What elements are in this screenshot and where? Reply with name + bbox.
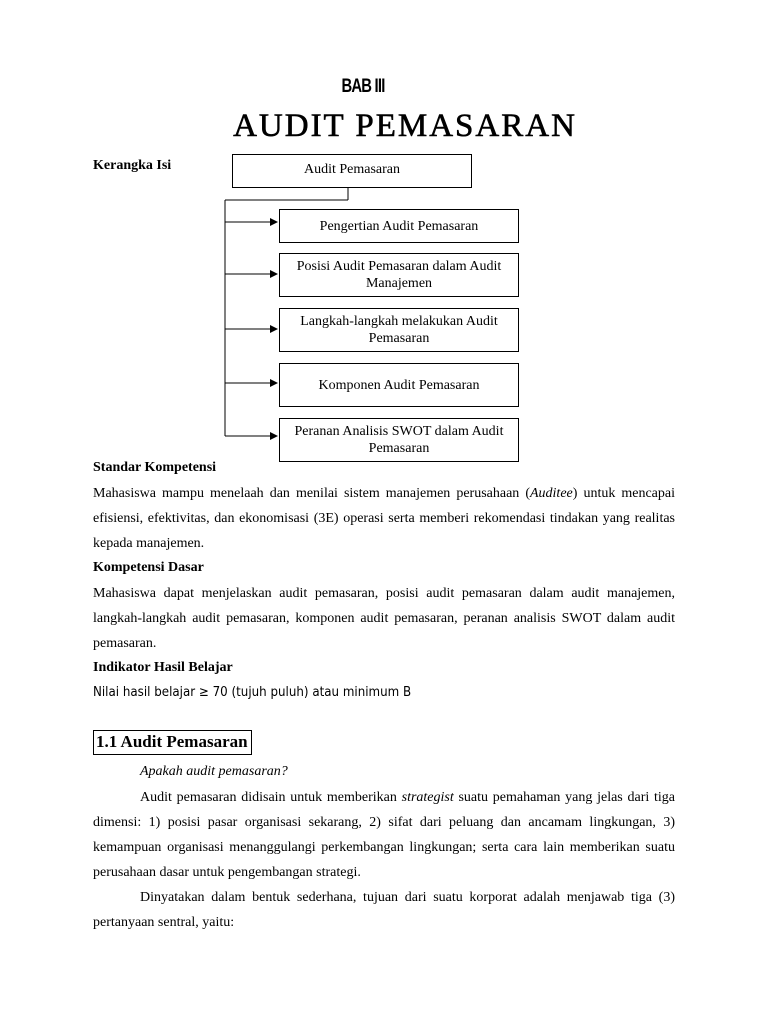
indikator-text: Nilai hasil belajar ≥ 70 (tujuh puluh) atau minimum B: [93, 684, 412, 700]
outline-item-langkah: Langkah-langkah melakukan Audit Pemasaran: [279, 308, 519, 352]
section-question: Apakah audit pemasaran?: [140, 764, 288, 779]
outline-root-box: Audit Pemasaran: [232, 154, 472, 188]
standar-kompetensi-text: [93, 481, 675, 556]
strategist-term: strategist: [401, 790, 454, 805]
section-title: 1.1 Audit Pemasaran: [93, 730, 252, 755]
outline-item-komponen: Komponen Audit Pemasaran: [279, 363, 519, 407]
chapter-title: AUDIT PEMASARAN: [233, 108, 577, 144]
standar-text-part: Mahasiswa mampu menelaah dan menilai sistem manajemen perusahaan (: [93, 486, 530, 501]
indikator-heading: Indikator Hasil Belajar: [93, 660, 233, 675]
outline-item-posisi: Posisi Audit Pemasaran dalam Audit Manajemen: [279, 253, 519, 297]
outline-item-swot: Peranan Analisis SWOT dalam Audit Pemasaran: [279, 418, 519, 462]
standar-kompetensi-heading: Standar Kompetensi: [93, 460, 217, 475]
section-paragraph-2: Dinyatakan dalam bentuk sederhana, tujuan dari suatu korporat adalah menjawab tiga (3) pertanyaan sentral, yaitu:: [93, 890, 675, 930]
paragraph-text-part: Audit pemasaran didisain untuk memberikan: [140, 790, 402, 805]
kompetensi-dasar-text: Mahasiswa dapat menjelaskan audit pemasaran, posisi audit pemasaran dalam audit manajemen, langkah-langkah audit pemasaran, komponen audit pemasaran, peranan analisis SWOT dalam audit pemasaran.: [93, 586, 675, 651]
outline-item-pengertian: Pengertian Audit Pemasaran: [279, 209, 519, 243]
auditee-term: Auditee: [529, 486, 573, 501]
standar-text-part: ) untuk mencapai efisiensi, efektivitas, dan ekonomisasi (3E) operasi serta memberi rekomendasi tindakan yang realitas kepada manajemen.: [93, 486, 675, 551]
section-paragraph-1: [93, 785, 675, 885]
outline-label: Kerangka Isi: [93, 158, 172, 173]
chapter-label: BAB III: [341, 76, 385, 97]
paragraph-text-part: suatu pemahaman yang jelas dari tiga dimensi: 1) posisi pasar organisasi sekarang, 2) sifat dari peluang dan ancamam lingkungan, 3) kemampuan organisasi menanggulangi perkembangan lingkungan; serta cara lain memberikan suatu perusahaan dasar untuk pengembangan strategi.: [93, 790, 675, 880]
kompetensi-dasar-heading: Kompetensi Dasar: [93, 560, 204, 575]
